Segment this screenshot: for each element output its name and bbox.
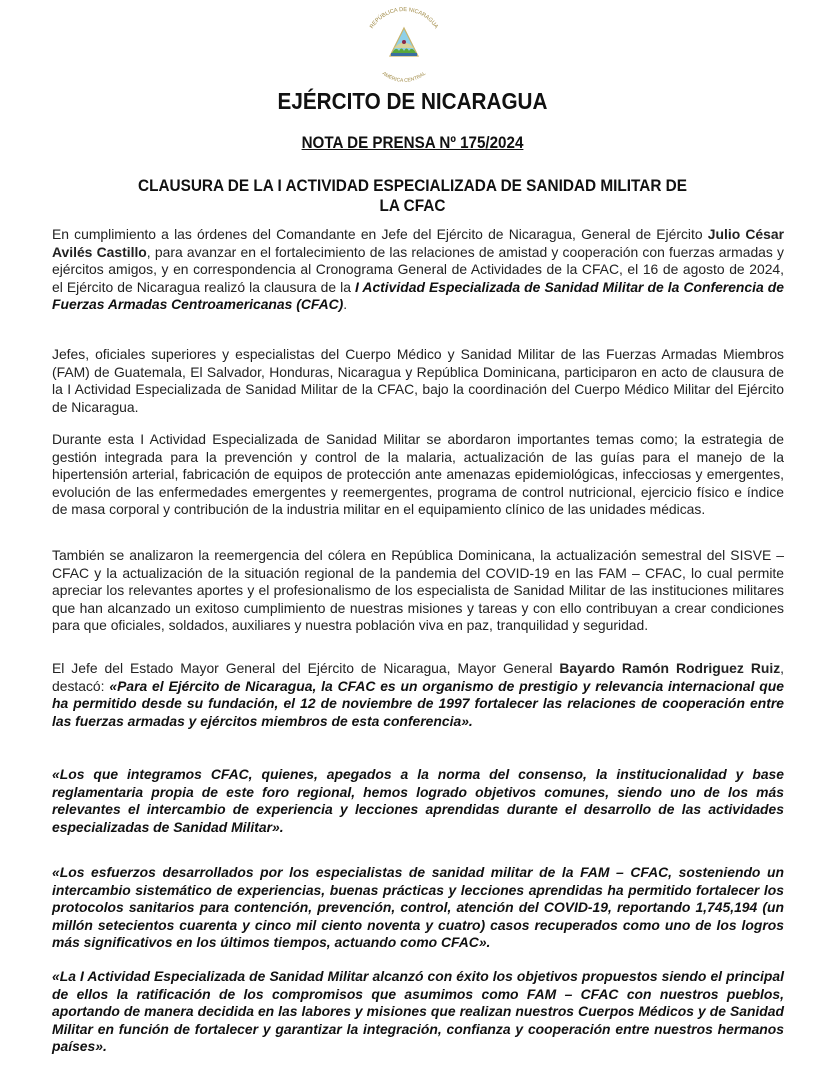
- paragraph-3: [52, 431, 784, 519]
- headline-line-2: LA CFAC: [379, 197, 446, 215]
- p5-text-2: , destacó:: [52, 660, 784, 694]
- seal-emblem: [390, 28, 418, 56]
- paragraph-8: [52, 968, 784, 1056]
- p1-text-1: En cumplimiento a las órdenes del Comandante en Jefe del Ejército de Nicaragua, General de Ejército: [52, 226, 708, 242]
- quote-1: «Para el Ejército de Nicaragua, la CFAC es un organismo de prestigio y relevancia internacional que ha permitido desde su fundación, el 12 de noviembre de 1997 fortalecer las relaciones de cooperación entre las fuerzas armadas y ejércitos miembros de esta conferencia».: [52, 677, 785, 729]
- quote-4: «La I Actividad Especializada de Sanidad Militar alcanzó con éxito los objetivos propuestos siendo el principal de ellos la ratificación de los compromisos que asumimos como FAM – CFAC con nuestros pueblos, aportando de manera decidida en las labores y misiones que realizan nuestros Cuerpos Médicos y de Sanidad Militar en función de fortalecer y garantizar la integración, confianza y cooperación entre nuestros hermanos países».: [52, 968, 784, 1055]
- commander-name: Julio César Avilés Castillo: [52, 226, 785, 260]
- organization-title: EJÉRCITO DE NICARAGUA: [277, 88, 548, 114]
- paragraph-7: [52, 864, 784, 952]
- seal-cap: [402, 40, 406, 44]
- p3-text: Durante esta I Actividad Especializada de Sanidad Militar se abordaron importantes temas como; la estrategia de gestión integrada para la prevención y control de la malaria, actualización de las guías para el manejo de la hipertensión arterial, fabricación de equipos de protección ante amenazas epidemiológicas, infecciosas y emergentes, evolución de las enfermedades emergentes y reemergentes, programa de control nutricional, ejercicio físico e índice de masa corporal y contribución de la industria militar en el equipamiento clínico de las unidades médicas.: [52, 431, 784, 518]
- headline-line-1: CLAUSURA DE LA I ACTIVIDAD ESPECIALIZADA DE SANIDAD MILITAR DE: [137, 177, 688, 195]
- press-note-number: NOTA DE PRENSA Nº 175/2024: [301, 134, 524, 152]
- paragraph-4: [52, 547, 784, 635]
- headline: [85, 176, 741, 216]
- chief-of-staff-name: Bayardo Ramón Rodriguez Ruiz: [559, 660, 781, 676]
- seal-sea: [391, 53, 417, 56]
- p1-text-2: , para avanzar en el fortalecimiento de las relaciones de amistad y cooperación con fuerzas armadas y ejércitos amigos, y en correspondencia al Cronograma General de Actividades de la CFAC, el 16 de agosto de 2024, el Ejército de Nicaragua realizó la clausura de la: [52, 243, 784, 295]
- seal-text-top: REPÚBLICA DE NICARAGUA: [369, 6, 439, 30]
- event-name: I Actividad Especializada de Sanidad Militar de la Conferencia de Fuerzas Armadas Centroamericanas (CFAC): [52, 278, 785, 313]
- paragraph-5: [52, 660, 784, 730]
- quote-2: «Los que integramos CFAC, quienes, apegados a la norma del consenso, la institucionalidad y base reglamentaria propia de este foro regional, hemos logrado objetivos comunes, siendo uno de los más relevantes el intercambio de experiencia y lecciones aprendidas durante el desarrollo de las actividades especializadas de Sanidad Militar».: [52, 766, 784, 835]
- paragraph-1: [52, 226, 784, 314]
- paragraph-2: [52, 346, 784, 416]
- p1-text-3: .: [343, 296, 348, 313]
- p2-text: Jefes, oficiales superiores y especialistas del Cuerpo Médico y Sanidad Militar de las Fuerzas Armadas Miembros (FAM) de Guatemala, El Salvador, Honduras, Nicaragua y República Dominicana, participaron en acto de clausura de la I Actividad Especializada de Sanidad Militar de la CFAC, bajo la coordinación del Cuerpo Médico Militar del Ejército de Nicaragua.: [52, 346, 784, 415]
- quote-3: «Los esfuerzos desarrollados por los especialistas de sanidad militar de la FAM – CFAC, sosteniendo un intercambio sistemático de experiencias, buenas prácticas y lecciones aprendidas ha permitido fortalecer los protocolos sanitarios para contención, prevención, control, atención del COVID-19, reportando 1,745,194 (un millón setecientos cuarenta y cinco mil ciento noventa y cuatro) casos recuperados como uno de los logros más significativos en los últimos tiempos, actuando como CFAC».: [52, 864, 784, 951]
- seal-text-bottom: AMÉRICA CENTRAL: [380, 70, 428, 84]
- nicaragua-coat-of-arms-seal: [357, 6, 451, 84]
- p4-text: También se analizaron la reemergencia del cólera en República Dominicana, la actualización semestral del SISVE – CFAC y la actualización de la situación regional de la pandemia del COVID-19 en las FAM – CFAC, lo cual permite apreciar los relevantes aportes y el profesionalismo de los especialista de Sanidad Militar de las instituciones militares que han alcanzado un exitoso cumplimiento de nuestras misiones y tareas y con ello contribuyan a crear condiciones para que oficiales, soldados, auxiliares y nuestra población viva en paz, tranquilidad y seguridad.: [52, 547, 784, 634]
- paragraph-6: [52, 766, 784, 836]
- p5-text-1: El Jefe del Estado Mayor General del Ejército de Nicaragua, Mayor General: [52, 660, 560, 676]
